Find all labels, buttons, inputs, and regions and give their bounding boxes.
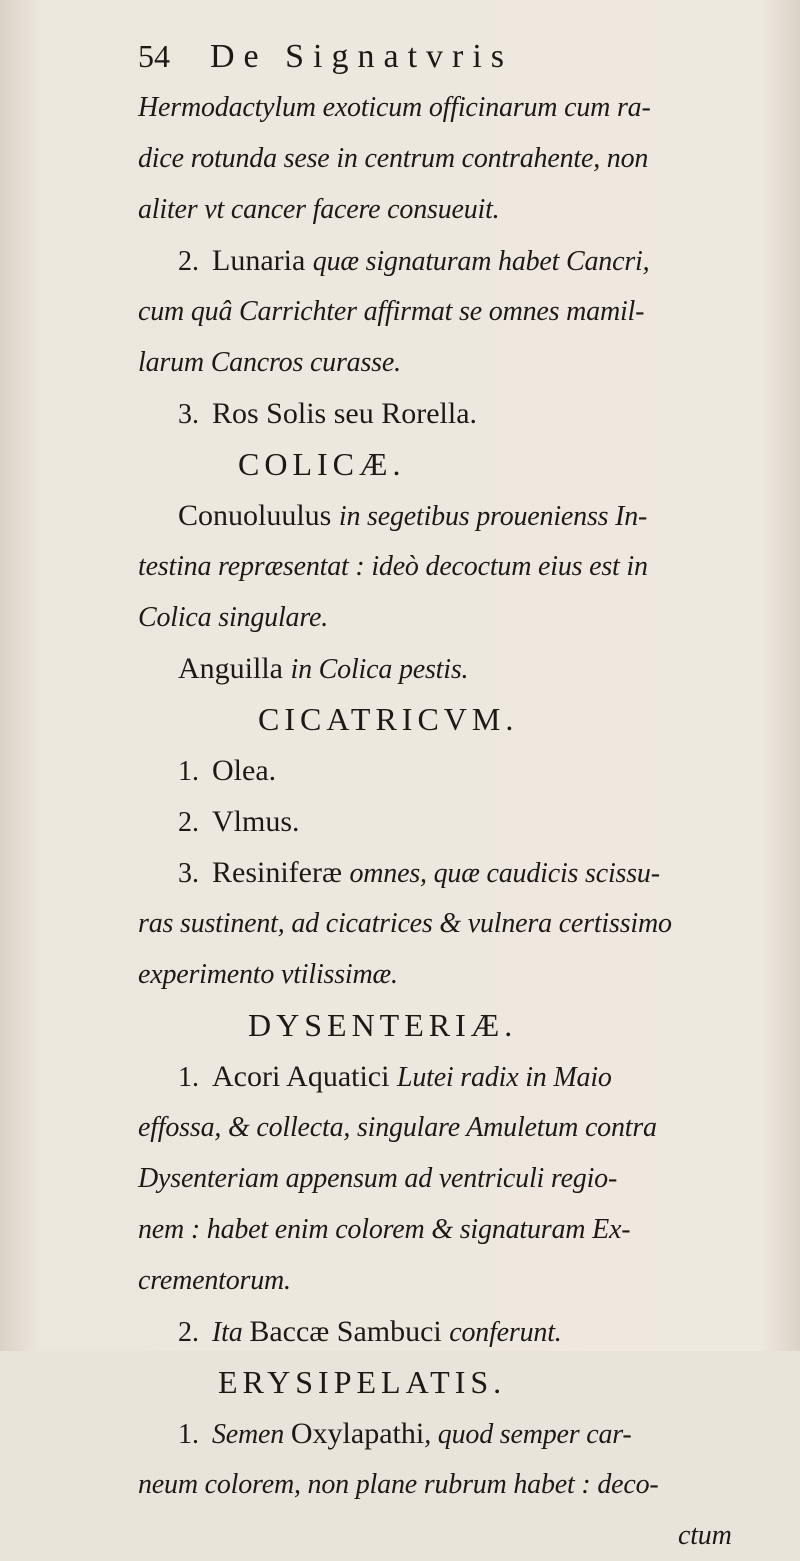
running-head (138, 30, 768, 82)
roman-text: Ros Solis seu Rorella. (212, 397, 478, 430)
italic-text: crementorum. (138, 1265, 291, 1296)
section-heading (138, 1357, 768, 1408)
italic-text: nem : habet enim colorem & signaturam Ex- (138, 1214, 631, 1245)
italic-text: omnes, quæ caudicis scissu- (349, 858, 660, 889)
text-line (138, 592, 768, 643)
roman-text: Olea. (212, 754, 277, 787)
italic-text: Lutei radix in Maio (396, 1062, 612, 1093)
section-heading (138, 694, 768, 745)
roman-text: Lunaria (212, 244, 313, 277)
item-number: 3. (178, 399, 199, 430)
text-line (138, 133, 768, 184)
text-line (138, 235, 768, 286)
text-line (138, 388, 768, 439)
text-line (138, 745, 768, 796)
item-number: 1. (178, 1419, 199, 1450)
running-title: De Signatvris (210, 38, 514, 75)
italic-text: Semen (212, 1419, 291, 1450)
italic-text: experimento vtilissimæ. (138, 959, 398, 990)
italic-text: Dysenteriam appensum ad ventriculi regio- (138, 1163, 618, 1194)
text-line (138, 1153, 768, 1204)
text-line (138, 898, 768, 949)
roman-text: Conuoluulus (178, 499, 339, 532)
heading-text: DYSENTERIÆ. (248, 1007, 518, 1043)
italic-text: testina repræsentat : ideò decoctum eius est in (138, 551, 648, 582)
text-line (138, 847, 768, 898)
italic-text: ras sustinent, ad cicatrices & vulnera certissimo (138, 908, 672, 939)
text-line (138, 286, 768, 337)
text-line (138, 337, 768, 388)
roman-text: Anguilla (178, 652, 291, 685)
text-line (138, 1255, 768, 1306)
text-line (138, 541, 768, 592)
text-line (138, 82, 768, 133)
catchword-text: ctum (678, 1520, 732, 1551)
section-heading (138, 1000, 768, 1051)
text-line (138, 1102, 768, 1153)
italic-text: larum Cancros curasse. (138, 347, 401, 378)
item-number: 2. (178, 1317, 199, 1348)
italic-text: Colica singulare. (138, 602, 329, 633)
italic-text: Hermodactylum exoticum officinarum cum ra- (138, 92, 651, 123)
italic-text: conferunt. (449, 1317, 562, 1348)
text-line (138, 643, 768, 694)
heading-text: ERYSIPELATIS. (218, 1364, 507, 1400)
italic-text: cum quâ Carrichter affirmat se omnes mamil- (138, 296, 645, 327)
text-line (138, 949, 768, 1000)
item-number: 2. (178, 246, 199, 277)
italic-text: in Colica pestis. (290, 654, 469, 685)
italic-text: dice rotunda sese in centrum contrahente, non (138, 143, 649, 174)
text-line (138, 1306, 768, 1357)
text-line (138, 184, 768, 235)
roman-text: Baccæ Sambuci (249, 1315, 450, 1348)
text-line (138, 1204, 768, 1255)
heading-text: COLICÆ. (238, 446, 406, 482)
roman-text: Acori Aquatici (212, 1060, 397, 1093)
italic-text: Ita (212, 1317, 250, 1348)
roman-text: Vlmus. (212, 805, 300, 838)
item-number: 2. (178, 807, 199, 838)
roman-text: Oxylapathi (290, 1417, 425, 1450)
italic-text: , quod semper car- (424, 1419, 632, 1450)
catchword (138, 1510, 768, 1561)
page-number: 54 (138, 38, 170, 74)
text-line (138, 490, 768, 541)
item-number: 3. (178, 858, 199, 889)
item-number: 1. (178, 1062, 199, 1093)
text-block (138, 30, 768, 1561)
text-line (138, 1408, 768, 1459)
text-line (138, 1459, 768, 1510)
italic-text: neum colorem, non plane rubrum habet : deco- (138, 1469, 659, 1500)
italic-text: in segetibus prouenienss In- (338, 501, 648, 532)
roman-text: Resiniferæ (212, 856, 350, 889)
italic-text: effossa, & collecta, singulare Amuletum contra (138, 1112, 657, 1143)
heading-text: CICATRICVM. (258, 701, 519, 737)
italic-text: aliter vt cancer facere consueuit. (138, 194, 500, 225)
italic-text: quæ signaturam habet Cancri, (312, 246, 650, 277)
item-number: 1. (178, 756, 199, 787)
text-line (138, 796, 768, 847)
section-heading (138, 439, 768, 490)
text-line (138, 1051, 768, 1102)
